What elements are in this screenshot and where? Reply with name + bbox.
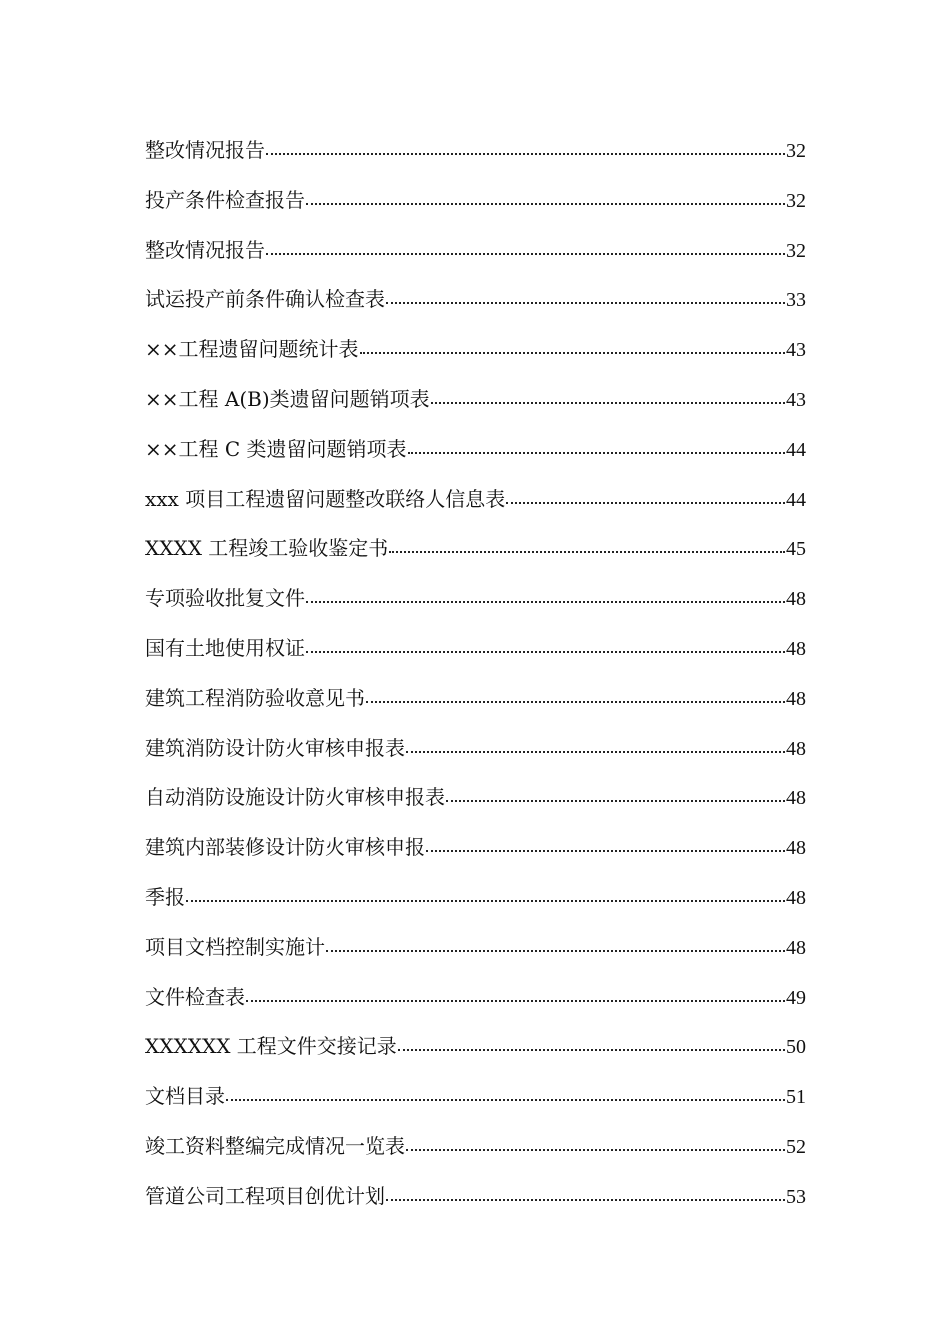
toc-entry-title: 建筑消防设计防火审核申报表 xyxy=(145,735,405,760)
toc-dot-leader xyxy=(406,751,785,753)
toc-entry[interactable] xyxy=(145,281,806,331)
toc-entry-title: XXXXXX 工程文件交接记录 xyxy=(145,1034,397,1059)
toc-entry-page: 48 xyxy=(786,787,806,810)
toc-dot-leader xyxy=(389,551,785,553)
toc-entry-title: XXXX 工程竣工验收鉴定书 xyxy=(145,536,389,561)
toc-entry-title: 整改情况报告 xyxy=(145,138,265,162)
toc-dot-leader xyxy=(506,502,785,504)
toc-entry[interactable] xyxy=(145,1078,806,1128)
toc-dot-leader xyxy=(431,402,785,404)
toc-entry-page: 45 xyxy=(786,538,806,561)
toc-entry-page: 48 xyxy=(786,637,806,660)
toc-entry-title: ××工程 C 类遗留问题销项表 xyxy=(145,436,407,461)
toc-entry[interactable] xyxy=(145,730,806,780)
toc-entry-title: 建筑工程消防验收意见书 xyxy=(145,685,365,710)
toc-entry-title: 专项验收批复文件 xyxy=(145,586,305,611)
toc-entry[interactable] xyxy=(145,829,806,879)
toc-entry[interactable] xyxy=(145,1028,806,1078)
toc-entry-title: 国有土地使用权证 xyxy=(145,635,305,660)
toc-dot-leader xyxy=(326,950,785,952)
toc-entry[interactable] xyxy=(145,879,806,929)
toc-dot-leader xyxy=(386,1199,785,1201)
toc-entry-title: 竣工资料整编完成情况一览表 xyxy=(145,1133,405,1158)
toc-entry[interactable] xyxy=(145,779,806,829)
toc-entry-page: 51 xyxy=(786,1086,806,1109)
toc-entry-title: 自动消防设施设计防火审核申报表 xyxy=(145,785,445,810)
toc-entry[interactable] xyxy=(145,331,806,381)
toc-entry-page: 33 xyxy=(786,289,806,312)
toc-entry-page: 50 xyxy=(786,1036,806,1059)
toc-dot-leader xyxy=(306,651,785,653)
toc-dot-leader xyxy=(186,900,785,902)
toc-dot-leader xyxy=(398,1049,785,1051)
toc-entry-page: 48 xyxy=(786,886,806,909)
toc-dot-leader xyxy=(306,203,785,205)
toc-entry-title: 整改情况报告 xyxy=(145,237,265,262)
toc-dot-leader xyxy=(366,701,785,703)
toc-entry-page: 48 xyxy=(786,687,806,710)
toc-entry[interactable] xyxy=(145,431,806,481)
toc-dot-leader xyxy=(246,1000,785,1002)
toc-entry-page: 32 xyxy=(786,189,806,212)
toc-entry[interactable] xyxy=(145,929,806,979)
toc-dot-leader xyxy=(266,153,785,155)
toc-entry-page: 43 xyxy=(786,388,806,411)
toc-entry-title: 试运投产前条件确认检查表 xyxy=(145,287,385,312)
toc-dot-leader xyxy=(446,800,785,802)
toc-entry[interactable] xyxy=(145,580,806,630)
toc-entry-page: 44 xyxy=(786,488,806,511)
toc-entry-page: 32 xyxy=(786,239,806,262)
toc-entry-title: 投产条件检查报告 xyxy=(145,187,305,212)
toc-entry-title: ××工程 A(B)类遗留问题销项表 xyxy=(145,386,430,411)
toc-entry-title: 项目文档控制实施计 xyxy=(145,934,325,959)
toc-entry-title: xxx 项目工程遗留问题整改联络人信息表 xyxy=(145,486,506,511)
toc-entry[interactable] xyxy=(145,630,806,680)
toc-entry-title: 文件检查表 xyxy=(145,984,245,1009)
toc-entry-page: 48 xyxy=(786,837,806,860)
toc-entry[interactable] xyxy=(145,680,806,730)
toc-entry-title: ××工程遗留问题统计表 xyxy=(145,337,359,362)
toc-entry[interactable] xyxy=(145,381,806,431)
toc-dot-leader xyxy=(266,253,785,255)
toc-entry-page: 49 xyxy=(786,986,806,1009)
toc-entry[interactable] xyxy=(145,530,806,580)
toc-entry-title: 季报 xyxy=(145,884,185,909)
toc-dot-leader xyxy=(360,352,785,354)
toc-entry[interactable] xyxy=(145,232,806,282)
toc-entry[interactable] xyxy=(145,979,806,1029)
toc-entry[interactable] xyxy=(145,132,806,182)
toc-entry-page: 48 xyxy=(786,737,806,760)
toc-entry-page: 43 xyxy=(786,339,806,362)
toc-entry-page: 53 xyxy=(786,1185,806,1208)
toc-entry-title: 管道公司工程项目创优计划 xyxy=(145,1183,385,1208)
table-of-contents xyxy=(145,132,806,1228)
toc-entry-page: 48 xyxy=(786,936,806,959)
toc-entry-title: 文档目录 xyxy=(145,1084,225,1109)
toc-entry[interactable] xyxy=(145,182,806,232)
toc-entry-page: 48 xyxy=(786,588,806,611)
toc-dot-leader xyxy=(226,1099,785,1101)
toc-entry[interactable] xyxy=(145,1178,806,1228)
toc-entry-page: 32 xyxy=(786,140,806,162)
toc-entry[interactable] xyxy=(145,481,806,531)
toc-entry-title: 建筑内部装修设计防火审核申报 xyxy=(145,835,425,860)
toc-entry[interactable] xyxy=(145,1128,806,1178)
toc-dot-leader xyxy=(306,601,785,603)
toc-entry-page: 52 xyxy=(786,1135,806,1158)
toc-entry-page: 44 xyxy=(786,438,806,461)
toc-dot-leader xyxy=(426,850,785,852)
toc-dot-leader xyxy=(386,302,785,304)
toc-dot-leader xyxy=(406,1149,785,1151)
toc-dot-leader xyxy=(408,452,785,454)
